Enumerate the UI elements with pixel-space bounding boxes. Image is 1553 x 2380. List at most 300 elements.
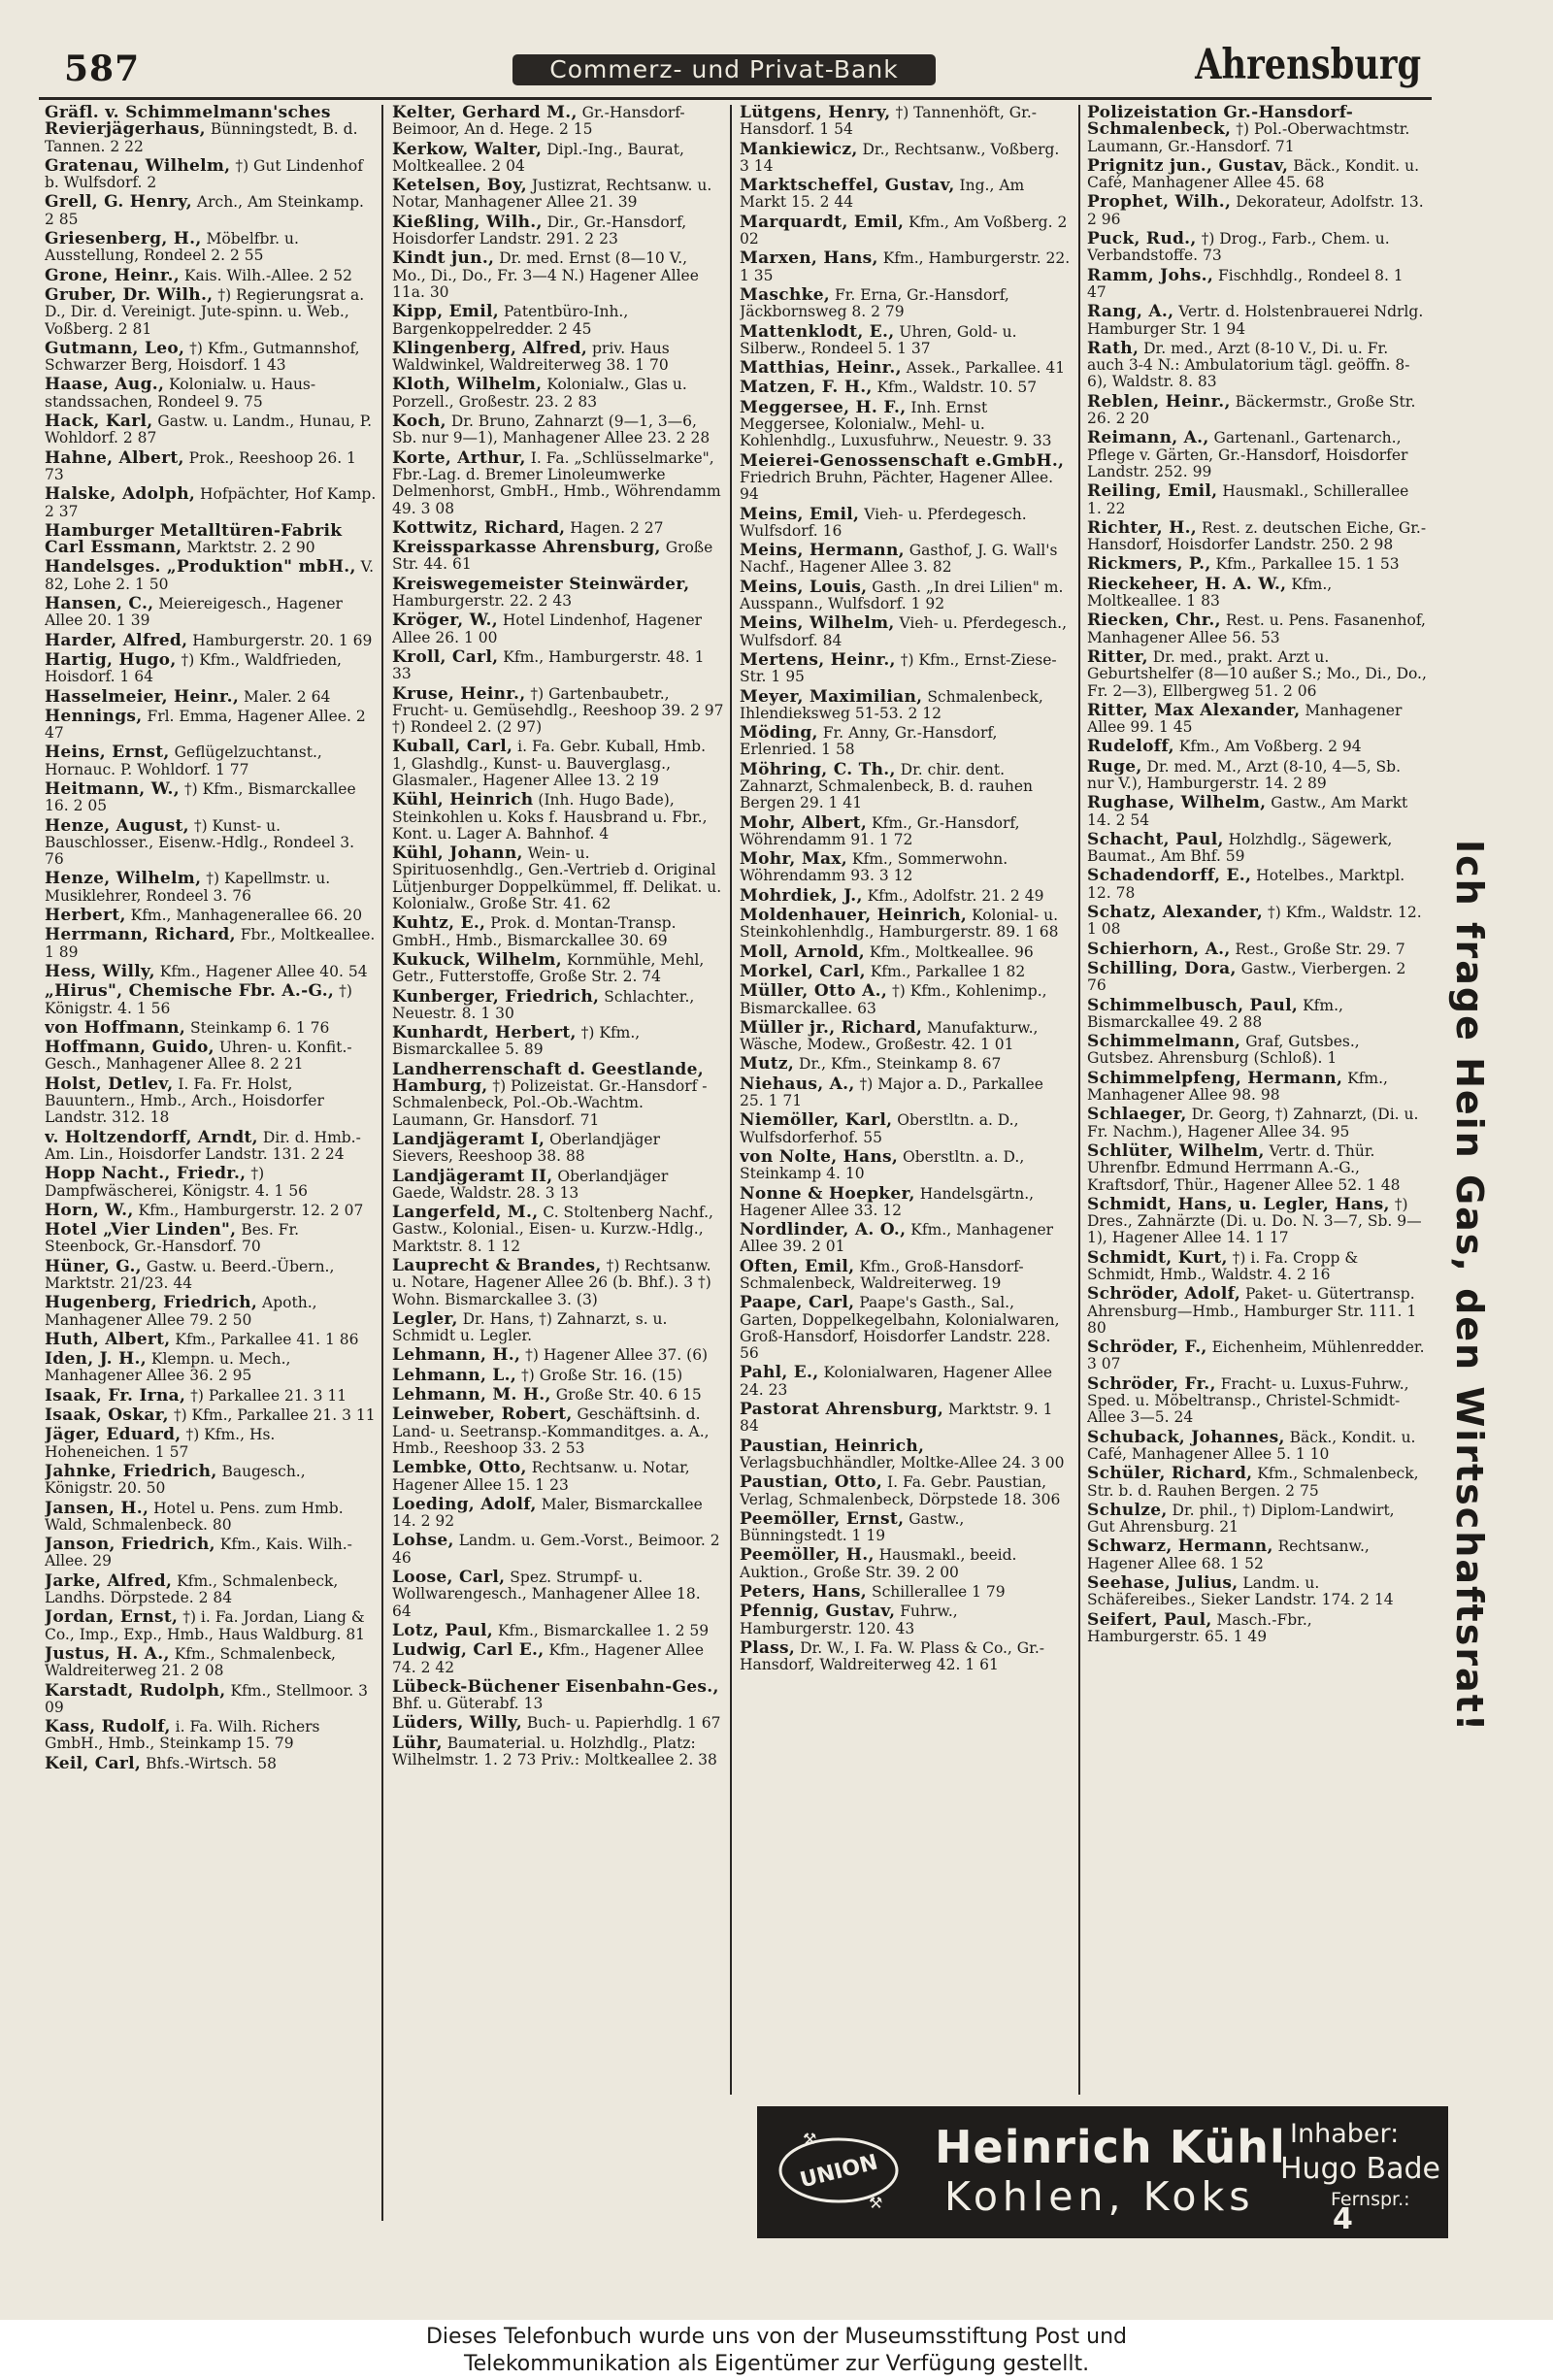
entry-details: Bäck., Kondit. u. Café, Manhagener Allee 45. 68 (1087, 156, 1420, 192)
entry-name: Hess, Willy, (45, 961, 155, 981)
directory-entry (740, 961, 1072, 981)
entry-details: Fracht- u. Luxus-Fuhrw., Sped. u. Möbeltransp., Christel-Schmidt-Allee 3—5. 24 (1087, 1374, 1409, 1427)
entry-details: †) Drog., Farb., Chem. u. Verbandstoffe. 73 (1087, 230, 1390, 265)
entry-details: Hofpächter, Hof Kamp. 2 37 (45, 485, 377, 520)
entry-details: †) Gartenbaubetr., Frucht- u. Gemüsehdlg., Reeshoop 39. 2 97 †) Rondeel 2. (2 97) (392, 684, 724, 737)
directory-entry (45, 686, 377, 707)
entry-name: Ramm, Johs., (1087, 265, 1214, 285)
directory-entry (740, 360, 1072, 377)
entry-details: Marktstr. 2. 2 90 (186, 539, 315, 557)
entry-name: Matthias, Heinr., (740, 358, 902, 379)
directory-entry (392, 1059, 724, 1129)
entry-name: Isaak, Oskar, (45, 1405, 169, 1426)
entry-details: Kfm., Adolfstr. 21. 2 49 (867, 886, 1044, 905)
directory-entry (392, 413, 724, 447)
entry-details: †) Kfm., Bismarckallee 5. 89 (392, 1024, 641, 1059)
entry-name: Hansen, C., (45, 594, 154, 614)
entry-name: Lembke, Otto, (392, 1458, 527, 1478)
entry-name: Schimmelbusch, Paul, (1087, 995, 1299, 1015)
directory-entry (1087, 646, 1427, 700)
directory-entry (45, 1407, 377, 1424)
directory-column-2 (392, 105, 724, 2231)
entry-name: Meins, Wilhelm, (740, 613, 895, 634)
entry-name: Meierei-Genossenschaft e.GmbH., (740, 450, 1065, 471)
directory-entry (392, 1620, 724, 1640)
directory-entry (740, 450, 1072, 504)
entry-details: Hotel u. Pens. zum Hmb. Wald, Schmalenbeck. 80 (45, 1499, 344, 1534)
directory-entry (740, 139, 1072, 176)
entry-name: Landjägeramt II, (392, 1166, 553, 1186)
entry-name: Halske, Adolph, (45, 484, 196, 505)
entry-details: †) Kfm., Ernst-Ziese-Str. 1 95 (740, 650, 1057, 686)
entry-details: Hotel Lindenhof, Hagener Allee 26. 1 00 (392, 612, 703, 646)
directory-entry (392, 212, 724, 248)
entry-name: Meins, Louis, (740, 577, 868, 597)
directory-entry (392, 1570, 724, 1620)
directory-entry (45, 284, 377, 338)
directory-entry (740, 1584, 1072, 1601)
entry-details: †) Große Str. 16. (15) (521, 1366, 683, 1384)
entry-details: Dr. med. Ernst (8—10 V., Mo., Di., Do., Fr. 3—4 N.) Hagener Allee 11a. 30 (392, 249, 699, 301)
entry-name: Ritter, Max Alexander, (1087, 700, 1301, 720)
entry-details: †) Kfm., Waldfrieden, Hoisdorf. 1 64 (45, 650, 342, 686)
entry-name: Schlaeger, (1087, 1105, 1187, 1125)
directory-entry (392, 447, 724, 517)
directory-entry (392, 250, 724, 301)
entry-name: Gruber, Dr. Wilh., (45, 284, 214, 305)
directory-entry (1087, 304, 1427, 338)
directory-entry (392, 1347, 724, 1364)
entry-name: Mertens, Heinr., (740, 649, 896, 670)
entry-details: Kais. Wilh.-Allee. 2 52 (183, 266, 353, 284)
entry-details: †) Kfm., Kohlenimp., Bismarckallee. 63 (740, 982, 1047, 1017)
directory-entry (392, 1460, 724, 1494)
entry-details: Uhren, Gold- u. Silberw., Rondeel 5. 1 37 (740, 322, 1017, 357)
entry-details: Kfm., Kais. Wilh.-Allee. 29 (45, 1536, 352, 1570)
directory-entry (392, 1308, 724, 1345)
entry-name: Korte, Arthur, (392, 447, 526, 468)
entry-name: Kreissparkasse Ahrensburg, (392, 538, 661, 558)
entry-name: Reimann, A., (1087, 428, 1209, 448)
entry-details: i. Fa. Wilh. Richers GmbH., Hmb., Steinkamp 15. 79 (45, 1718, 320, 1753)
entry-name: Gutmann, Leo, (45, 338, 185, 358)
entry-name: von Hoffmann, (45, 1017, 186, 1038)
entry-details: Oberstltn. a. D., Wulfsdorferhof. 55 (740, 1111, 1019, 1146)
directory-entry (1087, 1575, 1427, 1609)
entry-name: Rath, (1087, 338, 1140, 358)
entry-details: Gasthof, J. G. Wall's Nachf., Hagener Allee 3. 82 (740, 542, 1058, 577)
entry-details: Fischhdlg., Rondeel 8. 1 47 (1087, 266, 1404, 301)
directory-entry (45, 1166, 377, 1200)
directory-entry (740, 1256, 1072, 1293)
entry-name: Lübeck-Büchener Eisenbahn-Ges., (392, 1676, 719, 1697)
directory-entry (740, 178, 1072, 212)
entry-name: Richter, H., (1087, 517, 1198, 538)
entry-details: Dir. d. Hmb.-Am. Lin., Hoisdorfer Landstr. 131. 2 24 (45, 1128, 361, 1163)
entry-details: V. 82, Lohe 2. 1 50 (45, 558, 375, 593)
entry-details: Maler, Bismarckallee 14. 2 92 (392, 1495, 703, 1531)
directory-entry (45, 1200, 377, 1220)
entry-details: Kolonial- u. Steinkohlenhdlg., Hamburgerstr. 89. 1 68 (740, 907, 1059, 942)
entry-name: Kunberger, Friedrich, (392, 986, 600, 1007)
directory-entry (1087, 939, 1427, 959)
entry-name: Schadendorff, E., (1087, 866, 1252, 886)
entry-details: i. Fa. Gebr. Kuball, Hmb. 1, Glashdlg., Kunst- u. Bauverglasg., Glasmaler., Hagener Allee 13. 2 19 (392, 738, 707, 789)
entry-details: †) Tannenhöft, Gr.-Hansdorf. 1 54 (740, 105, 1038, 139)
entry-name: Schuback, Johannes, (1087, 1427, 1285, 1447)
entry-details: Kolonialwaren, Hagener Allee 24. 23 (740, 1364, 1053, 1399)
directory-entry (45, 778, 377, 815)
directory-entry (740, 944, 1072, 961)
entry-name: Puck, Rud., (1087, 229, 1197, 249)
entry-details: Hotelbes., Marktpl. 12. 78 (1087, 867, 1405, 902)
entry-name: Lütgens, Henry, (740, 105, 891, 122)
entry-name: Rickmers, P., (1087, 554, 1211, 575)
directory-entry (740, 543, 1072, 577)
entry-details: priv. Haus Waldwinkel, Waldreiterweg 38. 1 70 (392, 339, 670, 375)
entry-name: Kießling, Wilh., (392, 212, 543, 232)
entry-details: Friedrich Bruhn, Pächter, Hagener Allee. 94 (740, 468, 1054, 504)
entry-name: Leinweber, Robert, (392, 1405, 573, 1425)
entry-name: Landherrenschaft d. Geestlande, Hamburg, (392, 1059, 704, 1097)
entry-name: Meins, Hermann, (740, 541, 905, 561)
directory-entry (392, 646, 724, 683)
directory-entry (392, 1025, 724, 1059)
entry-details: Dir., Gr.-Hansdorf, Hoisdorfer Landstr. 291. 2 23 (392, 213, 687, 248)
entry-details: Hamburgerstr. 22. 2 43 (392, 592, 573, 611)
directory-entry (1087, 756, 1427, 793)
entry-name: Herbert, (45, 906, 126, 926)
entry-name: Kuhtz, E., (392, 913, 486, 934)
entry-details: Geflügelzuchtanst., Hornauc. P. Wohldorf. 1 77 (45, 744, 322, 778)
entry-details: †) Kfm., Waldstr. 12. 1 08 (1087, 904, 1422, 939)
entry-name: Schacht, Paul, (1087, 829, 1224, 849)
entry-details: Kfm., Moltkeallee. 96 (869, 942, 1034, 961)
entry-details: Prok., Reeshoop 26. 1 73 (45, 448, 356, 483)
directory-entry (740, 1222, 1072, 1256)
directory-entry (392, 739, 724, 789)
entry-name: Heitmann, W., (45, 778, 180, 799)
directory-entry (45, 155, 377, 192)
entry-details: Fr. Erna, Gr.-Hansdorf, Jäckbornsweg 8. 2 79 (740, 285, 1009, 321)
entry-name: Paustian, Otto, (740, 1472, 883, 1493)
directory-entry (45, 908, 377, 924)
entry-details: Kfm., Parkallee 15. 1 53 (1215, 555, 1400, 574)
directory-entry (740, 1056, 1072, 1073)
directory-entry (1087, 1339, 1427, 1373)
directory-entry (45, 447, 377, 484)
directory-entry (1087, 265, 1427, 302)
entry-details: Frl. Emma, Hagener Allee. 2 47 (45, 707, 366, 743)
directory-entry (45, 1498, 377, 1535)
entry-name: Morkel, Carl, (740, 961, 866, 981)
entry-name: Schüler, Richard, (1087, 1464, 1253, 1484)
entry-name: Schröder, Adolf, (1087, 1284, 1241, 1305)
directory-entry (1087, 700, 1427, 737)
directory-entry (392, 517, 724, 538)
entry-details: Assek., Parkallee. 41 (906, 359, 1066, 378)
entry-name: Seifert, Paul, (1087, 1609, 1212, 1630)
entry-details: †) Königstr. 4. 1 56 (45, 982, 352, 1017)
entry-name: Lehmann, M. H., (392, 1385, 551, 1405)
entry-details: Kfm., Hagener Allee 40. 54 (159, 962, 368, 980)
entry-details: Dr. chir. dent. Zahnarzt, Schmalenbeck, B. d. rauhen Bergen 29. 1 41 (740, 760, 1034, 812)
bank-banner: Commerz- und Privat-Bank (512, 54, 936, 85)
entry-name: Matzen, F. H., (740, 378, 873, 398)
entry-details: †) Gut Lindenhof b. Wulfsdorf. 2 (45, 156, 363, 192)
ad-owner-label: Inhaber: (1290, 2119, 1400, 2149)
entry-details: Fbr., Moltkeallee. 1 89 (45, 926, 376, 961)
entry-name: Henze, August, (45, 815, 189, 836)
directory-entry (392, 1387, 724, 1404)
entry-details: Vertr. d. Holstenbrauerei Ndrlg. Hamburger Str. 1 94 (1087, 303, 1424, 338)
entry-details: Ing., Am Markt 15. 2 44 (740, 177, 1025, 212)
entry-name: Handelsges. „Produktion" mbH., (45, 557, 356, 578)
directory-entry (392, 915, 724, 949)
entry-details: Uhren- u. Konfit.-Gesch., Manhagener Allee 8. 2 21 (45, 1039, 352, 1074)
entry-details: Hagen. 2 27 (570, 518, 664, 537)
ad-phone-label: Fernspr.: (1331, 2189, 1410, 2210)
entry-details: Kfm., Moltkeallee. 1 83 (1087, 575, 1333, 611)
directory-entry (392, 1642, 724, 1676)
directory-entry (1087, 1286, 1427, 1337)
entry-name: Schröder, Fr., (1087, 1373, 1216, 1394)
entry-name: Haase, Aug., (45, 375, 165, 395)
entry-details: Inh. Ernst Meggersee, Kolonialw., Mehl- u. Kohlenhdlg., Luxusfuhrw., Neuestr. 9. 33 (740, 398, 1052, 450)
directory-entry (45, 1461, 377, 1498)
entry-details: Apoth., Manhagener Allee 79. 2 50 (45, 1294, 317, 1329)
directory-entry (740, 1402, 1072, 1436)
directory-entry (392, 792, 724, 843)
entry-name: Huth, Albert, (45, 1329, 171, 1349)
entry-name: Hack, Karl, (45, 412, 153, 432)
entry-name: Meggersee, H. F., (740, 397, 907, 417)
entry-name: Karstadt, Rudolph, (45, 1680, 226, 1701)
directory-entry (392, 1166, 724, 1203)
entry-name: Prignitz jun., Gustav, (1087, 155, 1289, 176)
entry-name: Peters, Hans, (740, 1582, 868, 1603)
entry-details: Oberlandjäger Gaede, Waldstr. 28. 3 13 (392, 1167, 669, 1202)
entry-name: Hartig, Hugo, (45, 649, 177, 670)
entry-details: Gastw. u. Landm., Hunau, P. Wohldorf. 2 87 (45, 413, 373, 447)
entry-name: Seehase, Julius, (1087, 1573, 1239, 1594)
entry-name: Harder, Alfred, (45, 630, 188, 650)
entry-name: Kipp, Emil, (392, 302, 499, 322)
entry-details: Bes. Fr. Steenbock, Gr.-Hansdorf. 70 (45, 1221, 300, 1256)
directory-entry (740, 649, 1072, 686)
entry-name: Kindt jun., (392, 248, 495, 269)
entry-name: Müller, Otto A., (740, 981, 888, 1002)
directory-entry (45, 1329, 377, 1349)
entry-details: Gastw., Am Markt 14. 2 54 (1087, 794, 1408, 829)
entry-details: Dr. phil., †) Diplom-Landwirt, Gut Ahrensburg. 21 (1087, 1501, 1395, 1537)
directory-entry (740, 725, 1072, 759)
entry-name: Henze, Wilhelm, (45, 869, 202, 889)
entry-name: Justus, H. A., (45, 1643, 170, 1664)
directory-entry (740, 504, 1072, 541)
directory-entry (1087, 430, 1427, 480)
column-divider (1078, 105, 1080, 2095)
directory-entry (1087, 391, 1427, 428)
entry-name: Schröder, F., (1087, 1338, 1207, 1358)
entry-details: Kolonialw. u. Haus-standssachen, Rondeel 9. 75 (45, 376, 316, 411)
entry-name: Rudeloff, (1087, 737, 1174, 757)
directory-entry (1087, 995, 1427, 1032)
directory-entry (740, 1183, 1072, 1220)
directory-column-3 (740, 105, 1072, 2095)
entry-name: Kloth, Wilhelm, (392, 375, 543, 395)
directory-entry (1087, 868, 1427, 902)
directory-entry (392, 683, 724, 737)
entry-details: Dr., Rechtsanw., Voßberg. 3 14 (740, 140, 1060, 175)
entry-name: Janson, Friedrich, (45, 1535, 215, 1555)
directory-entry (45, 105, 377, 155)
entry-name: Niemöller, Karl, (740, 1110, 893, 1131)
entry-details: Gastw. u. Beerd.-Übern., Marktstr. 21/23. 44 (45, 1257, 335, 1292)
entry-name: Paustian, Heinrich, (740, 1436, 925, 1456)
directory-entry (45, 961, 377, 981)
directory-entry (45, 1427, 377, 1461)
directory-entry (45, 1385, 377, 1405)
entry-name: Polizeistation Gr.-Hansdorf-Schmalenbeck, (1087, 105, 1354, 140)
entry-name: Ritter, (1087, 646, 1148, 667)
entry-details: Kfm., Bismarckallee 1. 2 59 (497, 1621, 710, 1639)
directory-entry (392, 139, 724, 176)
entry-details: Fr. Anny, Gr.-Hansdorf, Erlenried. 1 58 (740, 724, 998, 759)
directory-entry (45, 265, 377, 285)
entry-details: Vieh- u. Pferdegesch., Wulfsdorf. 84 (740, 614, 1067, 649)
directory-entry (392, 612, 724, 646)
entry-details: †) Major a. D., Parkallee 25. 1 71 (740, 1074, 1043, 1110)
entry-name: Schulze, (1087, 1500, 1168, 1520)
entry-name: Prophet, Wilh., (1087, 192, 1232, 213)
directory-entry (740, 812, 1072, 849)
directory-entry (392, 1494, 724, 1531)
side-slogan: Ich frage Hein Gas, den Wirtschaftsrat! (1448, 839, 1491, 1734)
entry-name: Herrmann, Richard, (45, 925, 236, 945)
directory-entry (45, 559, 377, 593)
entry-details: Prok. d. Montan-Transp. GmbH., Hmb., Bismarckallee 30. 69 (392, 914, 677, 949)
entry-name: Rughase, Wilhelm, (1087, 793, 1267, 813)
directory-entry (392, 540, 724, 574)
ad-products: Kohlen, Koks (944, 2173, 1255, 2220)
entry-details: Große Str. 40. 6 15 (555, 1386, 702, 1405)
entry-details: †) Dampfwäscherei, Königstr. 4. 1 56 (45, 1165, 309, 1200)
entry-details: Kfm., Am Voßberg. 2 94 (1178, 738, 1362, 756)
directory-entry (392, 105, 724, 139)
entry-name: Kühl, Johann, (392, 843, 523, 864)
column-divider (381, 105, 383, 2221)
directory-entry (45, 377, 377, 411)
entry-name: Koch, (392, 412, 446, 432)
entry-name: Schierhorn, A., (1087, 939, 1231, 959)
directory-entry (1087, 958, 1427, 995)
entry-name: Lüders, Willy, (392, 1713, 522, 1734)
entry-details: Manufakturw., Wäsche, Modew., Großestr. 42. 1 01 (740, 1018, 1039, 1054)
entry-details: †) Dres., Zahnärzte (Di. u. Do. N. 3—7, Sb. 9—1), Hagener Allee 14. 1 17 (1087, 1195, 1422, 1247)
directory-entry (1087, 1466, 1427, 1500)
entry-name: Isaak, Fr. Irna, (45, 1385, 186, 1405)
directory-entry (45, 486, 377, 520)
entry-name: Jarke, Alfred, (45, 1570, 173, 1591)
directory-entry (1087, 194, 1427, 228)
directory-entry (45, 338, 377, 375)
entry-details: Steinkamp 6. 1 76 (190, 1018, 330, 1037)
entry-name: Paape, Carl, (740, 1293, 855, 1313)
entry-details: Kfm., Manhagenerallee 66. 20 (130, 907, 363, 925)
entry-name: Hopp Nacht., Friedr., (45, 1164, 247, 1184)
entry-name: Kuball, Carl, (392, 737, 513, 757)
directory-entry (740, 1547, 1072, 1581)
entry-name: Jahnke, Friedrich, (45, 1461, 217, 1481)
entry-name: Kukuck, Wilhelm, (392, 949, 562, 970)
entry-details: Baumaterial. u. Holzhdlg., Platz: Wilhelmstr. 1. 2 73 Priv.: Moltkeallee 2. 38 (392, 1734, 717, 1769)
entry-details: Dr., Kfm., Steinkamp 8. 67 (799, 1055, 1002, 1074)
directory-entry (45, 1680, 377, 1717)
directory-entry (740, 1076, 1072, 1110)
entry-details: Justizrat, Rechtsanw. u. Notar, Manhagener Allee 21. 39 (392, 177, 712, 212)
entry-name: Kelter, Gerhard M., (392, 105, 578, 122)
entry-details: Bünningstedt, B. d. Tannen. 2 22 (45, 120, 358, 155)
entry-name: Schmidt, Kurt, (1087, 1247, 1228, 1268)
entry-name: Rieckeheer, H. A. W., (1087, 574, 1287, 594)
entry-details: Kfm., Groß-Hansdorf-Schmalenbeck, Waldreiterweg. 19 (740, 1257, 1024, 1292)
entry-details: Dr. Georg, †) Zahnarzt, (Di. u. Fr. Nachm.), Hagener Allee 34. 95 (1087, 1106, 1419, 1140)
union-logo (776, 2129, 902, 2212)
entry-details: I. Fa. „Schlüsselmarke", Fbr.-Lag. d. Bremer Linoleumwerke Delmenhorst, GmbH., Hmb., Wöhrendamm 49. 3 08 (392, 448, 721, 517)
entry-name: Niehaus, A., (740, 1074, 855, 1094)
entry-details: Masch.-Fbr., Hamburgerstr. 65. 1 49 (1087, 1610, 1312, 1645)
entry-details: Oberlandjäger Sievers, Reeshoop 38. 88 (392, 1130, 660, 1166)
directory-entry (392, 178, 724, 212)
directory-entry (1087, 1538, 1427, 1572)
entry-name: Moll, Arnold, (740, 942, 865, 962)
directory-entry (392, 1406, 724, 1457)
entry-name: Rang, A., (1087, 302, 1174, 322)
entry-name: Griesenberg, H., (45, 229, 202, 249)
directory-entry (45, 1256, 377, 1293)
entry-name: Kühl, Heinrich (392, 790, 534, 810)
entry-name: Peemöller, Ernst, (740, 1508, 905, 1529)
entry-details: Kfm., Parkallee 1 82 (870, 962, 1026, 980)
entry-details: Dipl.-Ing., Baurat, Moltkeallee. 2 04 (392, 140, 684, 175)
directory-entry (45, 649, 377, 686)
entry-details: Rest. z. deutschen Eiche, Gr.-Hansdorf, Hoisdorfer Landstr. 250. 2 98 (1087, 518, 1427, 554)
city-title: Ahrensburg (1194, 41, 1421, 89)
entry-name: Hugenberg, Friedrich, (45, 1293, 258, 1313)
footer-notice (0, 2320, 1553, 2380)
entry-name: „Hirus", Chemische Fbr. A.-G., (45, 981, 335, 1002)
entry-name: Hennings, (45, 706, 143, 726)
entry-details: (Inh. Hugo Bade), Steinkohlen u. Koks f. Hausbrand u. Fbr., Kont. u. Lager A. Bahnhof. 4 (392, 791, 708, 843)
entry-details: Kfm., Stellmoor. 3 09 (45, 1681, 368, 1716)
entry-name: Peemöller, H., (740, 1545, 875, 1566)
directory-entry (392, 1676, 724, 1713)
directory-entry (45, 815, 377, 869)
heinrich-kuehl-advertisement (757, 2106, 1448, 2238)
entry-details: Schmalenbeck, Ihlendieksweg 51-53. 2 12 (740, 687, 1043, 722)
entry-details: Kfm., Hagener Allee 74. 2 42 (392, 1641, 705, 1676)
entry-name: Marxen, Hans, (740, 248, 878, 269)
directory-entry (740, 284, 1072, 321)
entry-name: Kroll, Carl, (392, 646, 499, 667)
entry-name: Jäger, Eduard, (45, 1425, 182, 1445)
ad-phone-number: 4 (1333, 2202, 1353, 2236)
directory-entry (1087, 574, 1427, 611)
directory-entry (1087, 905, 1427, 939)
directory-entry (1087, 517, 1427, 554)
union-logo-text: UNION (797, 2150, 880, 2194)
